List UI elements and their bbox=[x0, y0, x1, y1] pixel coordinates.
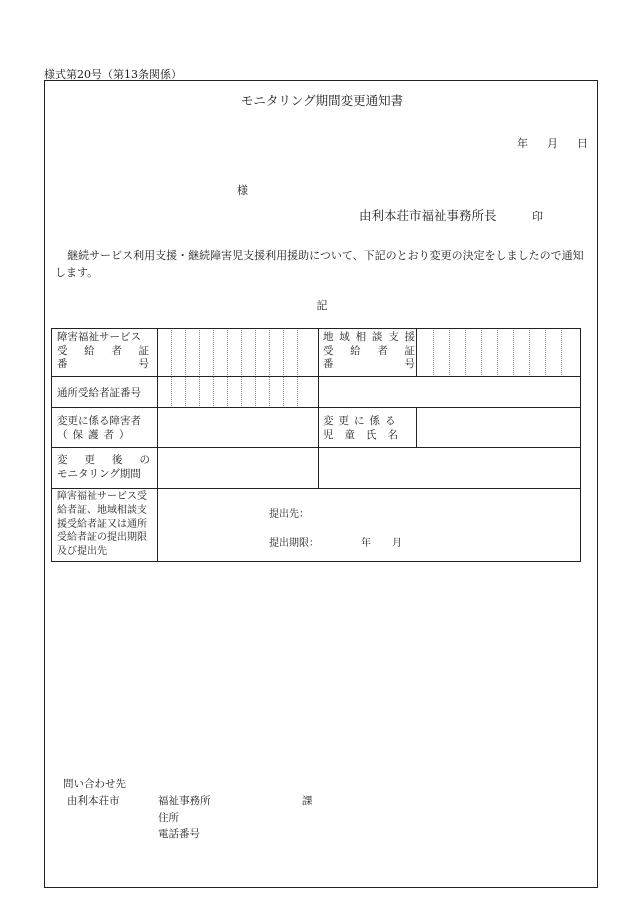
deadline-label: 提出期限： bbox=[269, 538, 319, 549]
date-month-label: 月 bbox=[547, 137, 558, 150]
deadline-month-label: 月 bbox=[392, 538, 402, 549]
digit-separator bbox=[529, 330, 530, 375]
digit-separator bbox=[433, 330, 434, 375]
label-char: 給 bbox=[84, 344, 95, 357]
label-line bbox=[323, 358, 415, 372]
info-table bbox=[51, 328, 581, 562]
label-line: 及び提出先 bbox=[57, 546, 107, 558]
digit-separator bbox=[241, 330, 242, 375]
digit-separator bbox=[297, 377, 298, 406]
table-row-divider bbox=[52, 488, 580, 489]
contact-city: 由利本荘市 bbox=[67, 795, 120, 807]
label-line bbox=[323, 345, 415, 359]
issuer-name: 由利本荘市福祉事務所長 bbox=[359, 208, 497, 223]
affected-child-label bbox=[323, 415, 409, 442]
label-char: 者 bbox=[377, 344, 388, 357]
digit-separator bbox=[213, 330, 214, 375]
label-line: モニタリング期間 bbox=[57, 467, 141, 480]
digit-separator bbox=[497, 330, 498, 375]
table-col-divider bbox=[157, 329, 158, 561]
label-char: 受 bbox=[57, 344, 68, 357]
contact-heading: 問い合わせ先 bbox=[63, 778, 126, 790]
table-col-divider bbox=[318, 329, 319, 407]
label-line: 変更に係る bbox=[323, 415, 401, 427]
deadline-year-label: 年 bbox=[361, 538, 371, 549]
digit-separator bbox=[297, 330, 298, 375]
contact-section: 課 bbox=[302, 795, 313, 807]
label-char: 号 bbox=[404, 358, 415, 371]
table-row-divider bbox=[52, 407, 580, 408]
digit-separator bbox=[227, 377, 228, 406]
digit-separator bbox=[283, 330, 284, 375]
seal-mark: 印 bbox=[532, 210, 543, 223]
table-col-divider bbox=[416, 329, 417, 376]
table-col-divider bbox=[416, 407, 417, 447]
table-row-divider bbox=[52, 376, 580, 377]
digit-separator bbox=[481, 330, 482, 375]
label-line: 援受給者証又は通所 bbox=[57, 518, 147, 530]
service-certificate-number-label bbox=[57, 331, 149, 372]
label-line: 変更後の bbox=[57, 454, 167, 466]
label-char: 受 bbox=[323, 344, 334, 357]
label-char: 給 bbox=[350, 344, 361, 357]
digit-separator bbox=[449, 330, 450, 375]
label-char: 地 bbox=[323, 331, 334, 343]
digit-separator bbox=[171, 330, 172, 375]
consultation-certificate-number-label bbox=[323, 331, 415, 372]
label-char: 域 bbox=[339, 331, 350, 343]
label-char: 証 bbox=[404, 344, 415, 357]
digit-separator bbox=[513, 330, 514, 375]
table-row-divider bbox=[52, 447, 580, 448]
contact-office: 福祉事務所 bbox=[158, 795, 211, 807]
digit-separator bbox=[465, 330, 466, 375]
new-monitoring-period-label bbox=[57, 454, 167, 481]
label-line: 児童氏名 bbox=[323, 428, 409, 441]
label-char: 番 bbox=[57, 358, 68, 371]
document-frame bbox=[44, 80, 598, 888]
label-char: 号 bbox=[138, 358, 149, 371]
label-line: （保護者） bbox=[57, 428, 135, 441]
submission-deadline-label bbox=[57, 490, 147, 559]
label-char: 支 bbox=[388, 331, 399, 343]
digit-separator bbox=[255, 330, 256, 375]
label-line bbox=[323, 331, 415, 345]
digit-separator bbox=[199, 377, 200, 406]
label-char: 番 bbox=[323, 358, 334, 371]
label-line bbox=[57, 345, 149, 359]
digit-separator bbox=[269, 330, 270, 375]
label-line: 受給者証の提出期限 bbox=[57, 532, 147, 544]
table-col-divider bbox=[318, 407, 319, 488]
daycare-certificate-number-label: 通所受給者証番号 bbox=[57, 387, 141, 399]
record-marker: 記 bbox=[316, 299, 328, 312]
digit-separator bbox=[199, 330, 200, 375]
digit-separator bbox=[241, 377, 242, 406]
label-line: 障害福祉サービス受 bbox=[57, 491, 147, 502]
digit-separator bbox=[255, 377, 256, 406]
digit-separator bbox=[545, 330, 546, 375]
label-char: 相 bbox=[355, 331, 367, 343]
digit-separator bbox=[227, 330, 228, 375]
label-char: 談 bbox=[371, 331, 383, 343]
digit-separator bbox=[283, 377, 284, 406]
digit-separator bbox=[185, 377, 186, 406]
form-number: 様式第20号（第13条関係） bbox=[44, 68, 182, 81]
label-char: 援 bbox=[404, 331, 415, 343]
label-line: 障害福祉サービス bbox=[57, 331, 141, 343]
digit-separator bbox=[213, 377, 214, 406]
digit-separator bbox=[561, 330, 562, 375]
body-text: 継続サービス利用支援・継続障害児支援利用援助について、下記のとおり変更の決定をしましたので通知します。 bbox=[55, 249, 584, 279]
date-year-label: 年 bbox=[517, 137, 528, 150]
digit-separator bbox=[171, 377, 172, 406]
contact-phone: 電話番号 bbox=[158, 828, 200, 840]
document-title: モニタリング期間変更通知書 bbox=[240, 93, 404, 108]
contact-address: 住所 bbox=[158, 812, 179, 824]
digit-separator bbox=[185, 330, 186, 375]
digit-separator bbox=[269, 377, 270, 406]
affected-person-label bbox=[57, 415, 141, 442]
label-char: 証 bbox=[138, 344, 149, 357]
label-char: 者 bbox=[111, 344, 122, 357]
date-day-label: 日 bbox=[577, 137, 588, 150]
addressee-suffix: 様 bbox=[237, 184, 248, 197]
label-line: 給者証、地域相談支 bbox=[57, 504, 147, 516]
label-line bbox=[57, 358, 149, 372]
submit-to-label: 提出先： bbox=[269, 509, 309, 520]
label-line: 変更に係る障害者 bbox=[57, 415, 141, 427]
